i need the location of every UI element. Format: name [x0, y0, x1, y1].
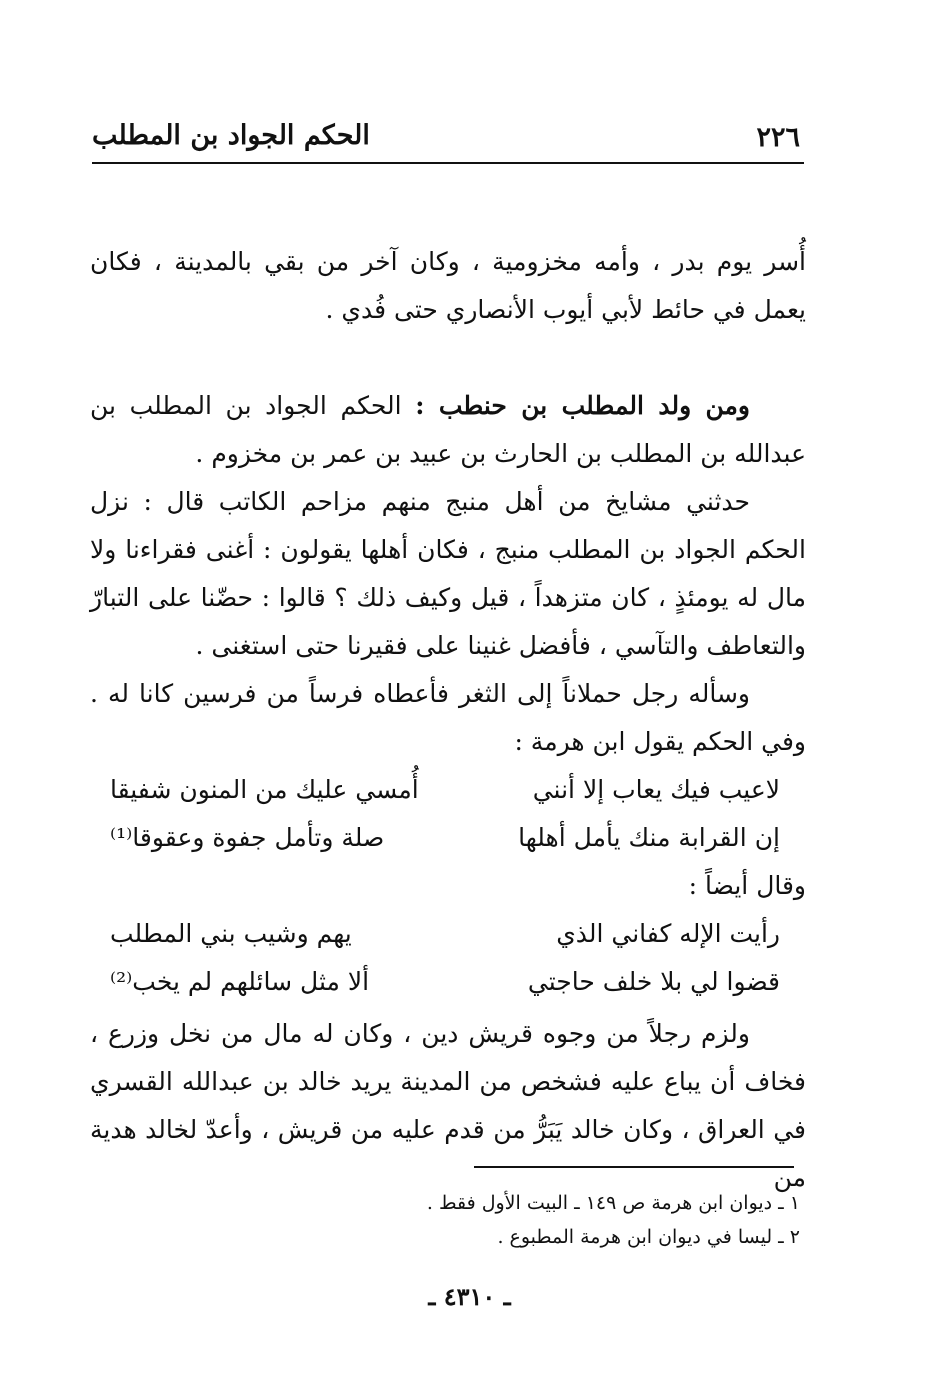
- paragraph-1: أُسر يوم بدر ، وأمه مخزومية ، وكان آخر من بقي بالمدينة ، فكان يعمل في حائط لأبي أيوب الأنصاري حتى فُدي .: [90, 247, 806, 324]
- running-title: الحكم الجواد بن المطلب: [92, 120, 370, 151]
- hemistich-first: إن القرابة منك يأمل أهلها: [518, 823, 780, 852]
- poem-1-verse-2: [110, 814, 780, 862]
- running-header: [92, 118, 804, 164]
- footnote-1: ١ ـ ديوان ابن هرمة ص ١٤٩ ـ البيت الأول فقط .: [426, 1192, 800, 1214]
- footnote-2: ٢ ـ ليسا في ديوان ابن هرمة المطبوع .: [497, 1226, 800, 1248]
- page-number: ٢٢٦: [756, 122, 800, 153]
- paragraph-4: وسأله رجل حملاناً إلى الثغر فأعطاه فرساً من فرسين كانا له . وفي الحكم يقول ابن هرمة :: [90, 679, 806, 756]
- lineage-heading: ومن ولد المطلب بن حنطب :: [415, 391, 750, 420]
- poem-2-verse-1: [110, 910, 780, 958]
- paragraph-5: وقال أيضاً :: [688, 871, 806, 900]
- poem-2-verse-2: [110, 958, 780, 1006]
- hemistich-second: أُمسي عليك من المنون شفيقا: [110, 775, 419, 804]
- footnote-separator: [474, 1166, 794, 1168]
- hemistich-first: قضوا لي بلا خلف حاجتي: [527, 967, 780, 996]
- paragraph-2: [90, 382, 806, 478]
- hemistich-second: يهم وشيب بني المطلب: [110, 919, 352, 948]
- folio-number: ـ ٤٣١٠ ـ: [428, 1282, 511, 1311]
- poem-1-verse-1: [110, 766, 780, 814]
- hemistich-first: لاعيب فيك يعاب إلا أنني: [532, 775, 780, 804]
- hemistich-second: صلة وتأمل جفوة وعقوقا⁽¹⁾: [110, 823, 385, 852]
- hemistich-second: ألا مثل سائلهم لم يخب⁽²⁾: [110, 967, 370, 996]
- lineage-text: الحكم الجواد بن المطلب بن عبدالله بن المطلب بن الحارث بن عبيد بن عمر بن مخزوم .: [90, 391, 806, 468]
- paragraph-6: ولزم رجلاً من وجوه قريش دين ، وكان له مال من نخل وزرع ، فخاف أن يباع عليه فشخص من المدينة يريد خالد بن عبدالله القسري في العراق ، وكان خالد يَبَرُّ من قدم عليه من قريش ، وأعدّ لخالد هدية من: [90, 1019, 806, 1192]
- hemistich-first: رأيت الإله كفاني الذي: [556, 919, 780, 948]
- paragraph-3: حدثني مشايخ من أهل منبج منهم مزاحم الكاتب قال : نزل الحكم الجواد بن المطلب منبج ، فكان أهلها يقولون : أغنى فقراءنا ولا مال له يومئذٍ ، كان متزهداً ، قيل وكيف ذلك ؟ قالوا : حضّنا على التبارّ والتعاطف والتآسي ، فأفضل غنينا على فقيرنا حتى استغنى .: [90, 487, 806, 660]
